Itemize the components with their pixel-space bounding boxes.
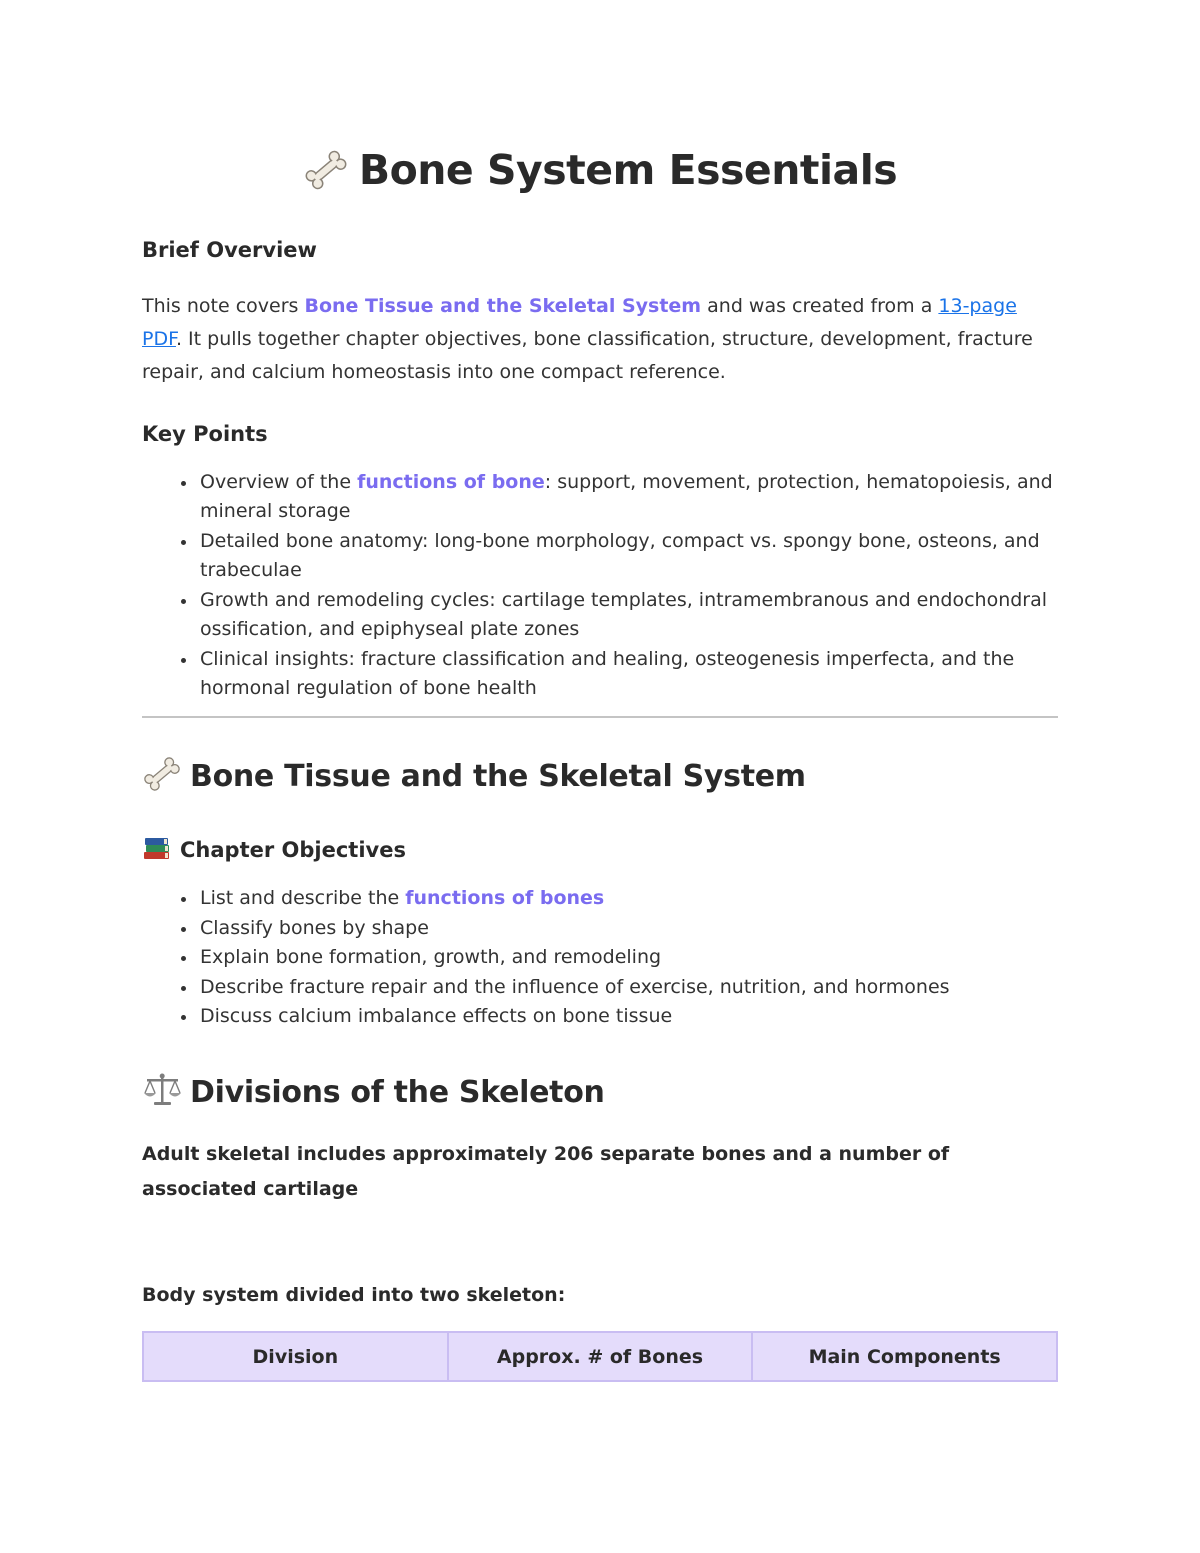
table-header-row [143, 1332, 1057, 1381]
table-header-cell: Approx. # of Bones [448, 1332, 753, 1381]
scales-icon [142, 1072, 182, 1108]
overview-text: . It pulls together chapter objectives, bone classification, structure, development, fracture repair, and calcium homeostasis into one compact reference. [142, 328, 1033, 383]
section-heading-text: Bone Tissue and the Skeletal System [190, 759, 806, 794]
list-item-text: Overview of the [200, 471, 358, 493]
functions-of-bones-highlight: functions of bones [405, 887, 605, 909]
list-item-text: List and describe the [200, 887, 406, 909]
list-item: Classify bones by shape [200, 914, 1060, 944]
chapter-objectives-heading [142, 835, 406, 862]
list-item: Growth and remodeling cycles: cartilage templates, intramembranous and endochondral ossification, and epiphyseal plate zones [200, 586, 1060, 644]
bone-icon [303, 150, 349, 190]
page-title-text: Bone System Essentials [358, 146, 898, 194]
bone-icon [142, 756, 182, 792]
key-points-heading: Key Points [142, 422, 268, 446]
key-points-list [142, 468, 1060, 704]
brief-overview-paragraph [142, 290, 1058, 389]
divisions-table [142, 1331, 1058, 1382]
chapter-objectives-list [142, 884, 1060, 1032]
list-item: Explain bone formation, growth, and remodeling [200, 943, 1060, 973]
list-item-text: : support, movement, protection, hematopoiesis, and mineral storage [200, 471, 1053, 522]
functions-of-bone-highlight: functions of bone [357, 471, 545, 493]
skeleton-intro: Body system divided into two skeleton: [142, 1284, 566, 1306]
overview-highlight: Bone Tissue and the Skeletal System [304, 295, 702, 317]
brief-overview-heading: Brief Overview [142, 238, 317, 262]
list-item [200, 884, 1060, 914]
pdf-link[interactable]: 13-page PDF [142, 295, 1017, 350]
list-item: Detailed bone anatomy: long-bone morphology, compact vs. spongy bone, osteons, and trabeculae [200, 527, 1060, 585]
list-item [200, 468, 1060, 526]
list-item: Discuss calcium imbalance effects on bone tissue [200, 1002, 1060, 1032]
list-item: Describe fracture repair and the influence of exercise, nutrition, and hormones [200, 973, 1060, 1003]
table-header-cell: Main Components [752, 1332, 1057, 1381]
divisions-heading-text: Divisions of the Skeleton [190, 1075, 605, 1110]
books-icon [142, 835, 172, 861]
overview-text: and was created from a [701, 295, 939, 317]
section-heading [142, 756, 806, 794]
divider [142, 716, 1058, 718]
table-header-cell: Division [143, 1332, 448, 1381]
divisions-heading [142, 1072, 605, 1110]
overview-text: This note covers [142, 295, 305, 317]
skeleton-statement: Adult skeletal includes approximately 206 separate bones and a number of associated cartilage [142, 1143, 950, 1200]
list-item: Clinical insights: fracture classification and healing, osteogenesis imperfecta, and the hormonal regulation of bone health [200, 645, 1060, 703]
page-title [142, 146, 1058, 194]
chapter-objectives-text: Chapter Objectives [180, 838, 406, 862]
